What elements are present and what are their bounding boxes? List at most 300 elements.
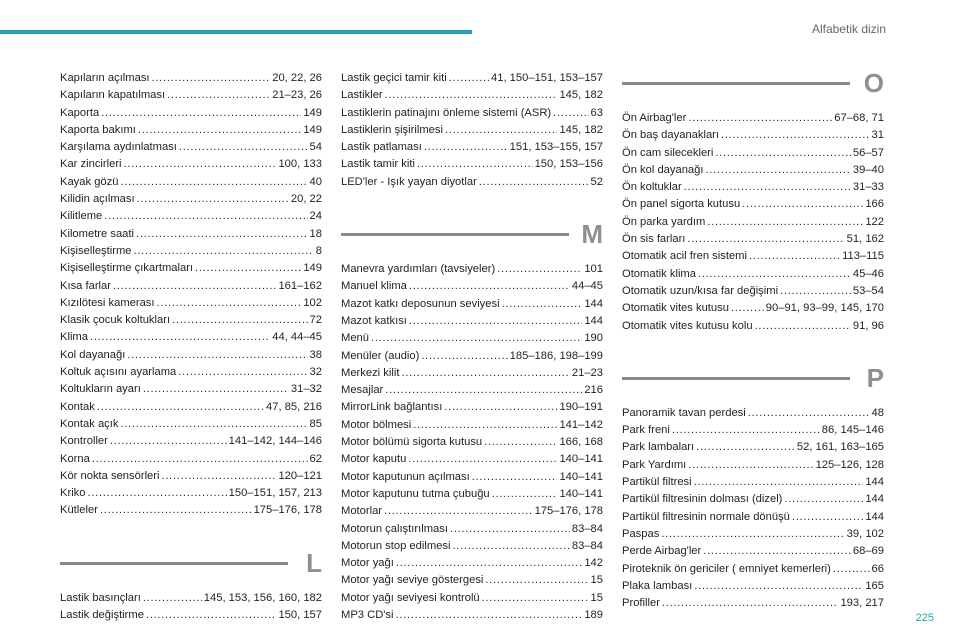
index-entry (622, 405, 884, 422)
index-entry (341, 156, 603, 173)
index-entry-leader (100, 502, 252, 519)
index-entry-pages: 140–141 (559, 470, 603, 483)
index-entry-term: Plaka lambası (622, 579, 693, 592)
index-entry-leader (417, 156, 533, 173)
index-entry-leader (784, 491, 863, 508)
index-entry-leader (450, 521, 570, 538)
header-accent-bar (0, 30, 472, 34)
index-entry-leader (721, 127, 870, 144)
index-entry-term: Kişiselleştirme (60, 244, 132, 257)
index-entry-leader (792, 509, 863, 526)
index-entry-term: Kütleler (60, 504, 98, 517)
index-entry-pages: 149 (303, 106, 322, 119)
index-entry (60, 87, 322, 104)
section-header-l (60, 547, 322, 590)
index-entry (341, 607, 603, 624)
index-entry (622, 474, 884, 491)
index-entry-term: Kızılötesi kamerası (60, 296, 155, 309)
index-entry-pages: 63 (590, 106, 603, 119)
index-entry-pages: 102 (303, 296, 322, 309)
index-entry-term: Kol dayanağı (60, 348, 126, 361)
index-entry-term: Ön parka yardım (622, 215, 706, 228)
index-entry-leader (134, 243, 314, 260)
index-entry-pages: 144 (584, 314, 603, 327)
index-entry-pages: 66 (871, 562, 884, 575)
index-entry (341, 174, 603, 191)
index-entry-pages: 140–141 (559, 453, 603, 466)
index-entry (622, 179, 884, 196)
index-entry-pages: 149 (303, 123, 322, 136)
index-entry-pages: 144 (584, 297, 603, 310)
index-entry-pages: 145, 182 (559, 123, 603, 136)
index-list-p (622, 405, 884, 613)
index-entry (622, 509, 884, 526)
index-entry-term: Kaporta (60, 106, 100, 119)
index-entry-pages: 145, 153, 156, 160, 182 (203, 591, 322, 604)
index-entry-leader (687, 231, 844, 248)
index-entry-pages: 216 (584, 384, 603, 397)
index-entry (341, 572, 603, 589)
index-entry-leader (409, 313, 582, 330)
index-entry-leader (780, 283, 851, 300)
index-entry-leader (162, 468, 277, 485)
index-list-l-cont (341, 70, 603, 191)
index-entry-leader (384, 503, 533, 520)
index-entry-leader (178, 364, 307, 381)
index-entry-pages: 31–32 (290, 383, 322, 396)
index-entry-pages: 151, 153–155, 157 (509, 141, 603, 154)
index-entry-leader (749, 248, 840, 265)
index-entry (622, 127, 884, 144)
index-entry-leader (485, 572, 588, 589)
index-entry-term: Motor yağı seviyesi kontrolü (341, 591, 480, 604)
index-entry-pages: 85 (309, 417, 322, 430)
index-entry (622, 578, 884, 595)
index-entry-term: Mazot katkı deposunun seviyesi (341, 297, 500, 310)
index-entry-term: Kapıların açılması (60, 72, 150, 84)
section-letter: M (581, 219, 603, 250)
index-entry-term: Ön panel sigorta kutusu (622, 198, 741, 211)
index-entry-term: Karşılama aydınlatması (60, 141, 177, 154)
index-entry-leader (424, 139, 508, 156)
index-entry-leader (472, 469, 558, 486)
index-entry-pages: 144 (865, 510, 884, 523)
index-entry-term: Panoramik tavan perdesi (622, 406, 746, 419)
index-entry-term: Motor kaputu (341, 453, 407, 466)
index-entry-leader (661, 526, 844, 543)
index-entry-pages: 52, 161, 163–165 (796, 441, 884, 454)
index-entry-leader (445, 122, 557, 139)
index-entry-term: Piroteknik ön gericiler ( emniyet kemerleri) (622, 562, 831, 575)
index-entry-leader (484, 434, 557, 451)
index-entry-leader (748, 405, 870, 422)
index-entry-term: Motorlar (341, 505, 383, 518)
index-entry-pages: 125–126, 128 (815, 458, 884, 471)
index-entry-term: Ön kol dayanağı (622, 163, 704, 176)
index-entry-pages: 150, 153–156 (534, 158, 603, 171)
index-entry-pages: 8 (315, 244, 322, 257)
index-entry-leader (662, 595, 839, 612)
index-entry-leader (731, 300, 764, 317)
index-entry-leader (92, 451, 308, 468)
index-entry (341, 313, 603, 330)
index-entry-leader (88, 485, 227, 502)
index-entry-pages: 185–186, 198–199 (509, 349, 603, 362)
page-header (0, 0, 960, 40)
index-entry-term: Kontak açık (60, 417, 119, 430)
index-entry-leader (444, 399, 557, 416)
index-entry-term: Otomatik acil fren sistemi (622, 250, 747, 263)
index-entry (622, 110, 884, 127)
index-entry-leader (833, 561, 870, 578)
index-entry-term: Lastik değiştirme (60, 609, 144, 622)
index-entry (60, 122, 322, 139)
index-entry-leader (715, 145, 850, 162)
index-entry (60, 399, 322, 416)
index-entry (60, 191, 322, 208)
index-entry-pages: 150, 157 (278, 609, 322, 622)
index-entry-term: MP3 CD'si (341, 609, 394, 622)
index-entry-leader (688, 457, 813, 474)
index-entry-leader (396, 555, 582, 572)
index-entry (622, 543, 884, 560)
index-entry-term: Motorun çalıştırılması (341, 522, 448, 535)
index-entry (341, 434, 603, 451)
index-entry-pages: 193, 217 (840, 597, 884, 610)
index-entry-leader (408, 451, 557, 468)
index-entry-pages: 175–176, 178 (253, 504, 322, 517)
index-entry-term: Kilidin açılması (60, 193, 135, 206)
index-entry-leader (146, 607, 276, 624)
index-entry-term: Park Yardımı (622, 458, 687, 471)
index-entry-term: Kilitleme (60, 210, 103, 223)
index-entry-pages: 40 (309, 175, 322, 188)
index-entry (341, 555, 603, 572)
index-entry (60, 174, 322, 191)
index-entry-leader (742, 196, 863, 213)
section-rule (622, 82, 850, 85)
index-entry-leader (90, 329, 270, 346)
index-entry-pages: 90–91, 93–99, 145, 170 (765, 302, 884, 315)
page-number: 225 (915, 612, 934, 624)
index-entry-term: Korna (60, 452, 90, 465)
index-entry-leader (136, 226, 308, 243)
index-entry-pages: 31 (871, 129, 884, 142)
index-entry-term: Ön cam silecekleri (622, 146, 714, 159)
index-entry (341, 417, 603, 434)
index-entry-pages: 161–162 (278, 279, 322, 292)
index-entry-leader (707, 214, 863, 231)
index-column-2 (341, 70, 603, 624)
section-rule (622, 377, 850, 380)
index-entry-leader (137, 191, 289, 208)
index-entry-term: Kontak (60, 400, 95, 413)
index-entry (622, 300, 884, 317)
index-entry-pages: 142 (584, 557, 603, 570)
index-entry-leader (138, 122, 301, 139)
index-entry (622, 491, 884, 508)
index-entry-term: Otomatik klima (622, 267, 696, 280)
index-entry (60, 364, 322, 381)
index-entry-pages: 83–84 (571, 539, 603, 552)
index-entry-pages: 91, 96 (852, 319, 884, 332)
index-entry-leader (110, 433, 227, 450)
index-entry-leader (694, 474, 864, 491)
index-entry (60, 485, 322, 502)
index-entry (60, 260, 322, 277)
index-list-o (622, 110, 884, 335)
index-entry-term: Koltukların ayarı (60, 383, 141, 396)
index-entry-term: Motor kaputunun açılması (341, 470, 470, 483)
index-entry-pages: 54 (309, 141, 322, 154)
index-entry-pages: 141–142, 144–146 (228, 435, 322, 448)
index-entry-leader (694, 578, 863, 595)
index-entry-leader (449, 70, 489, 87)
index-entry (60, 329, 322, 346)
index-entry (341, 70, 603, 87)
index-entry-pages: 189 (584, 609, 603, 622)
index-entry-leader (452, 538, 569, 555)
index-entry-term: Mesajlar (341, 384, 384, 397)
index-entry-term: Profiller (622, 597, 660, 610)
index-entry (60, 243, 322, 260)
index-entry (60, 156, 322, 173)
index-entry-term: Koltuk açısını ayarlama (60, 366, 177, 379)
index-entry-term: Park lambaları (622, 441, 695, 454)
index-entry-term: Ön koltuklar (622, 181, 682, 194)
index-entry-term: Kriko (60, 487, 86, 500)
index-entry (622, 231, 884, 248)
index-entry-term: Menüler (audio) (341, 349, 420, 362)
index-entry-term: Lastik tamir kiti (341, 158, 415, 171)
index-entry (622, 196, 884, 213)
index-entry-leader (703, 543, 851, 560)
index-entry-pages: 165 (865, 579, 884, 592)
index-entry (341, 139, 603, 156)
index-entry-pages: 190 (584, 332, 603, 345)
index-entry-term: Kör nokta sensörleri (60, 469, 160, 482)
index-entry-leader (479, 174, 589, 191)
index-entry-term: Kar zincirleri (60, 158, 122, 171)
header-title: Alfabetik dizin (811, 22, 886, 36)
index-entry (60, 433, 322, 450)
index-entry-term: Klima (60, 331, 88, 344)
index-entry (622, 162, 884, 179)
index-entry-leader (684, 179, 851, 196)
index-entry-leader (672, 422, 820, 439)
index-entry-leader (97, 399, 264, 416)
section-header-m (341, 221, 603, 261)
index-entry (60, 105, 322, 122)
index-entry-term: Motor yağı (341, 557, 394, 570)
index-entry-pages: 21–23, 26 (272, 89, 322, 102)
index-entry-pages: 144 (865, 476, 884, 489)
index-entry-term: Lastik patlaması (341, 141, 422, 154)
index-column-3 (622, 70, 884, 612)
index-entry-term: Kaporta bakımı (60, 123, 136, 136)
index-entry (60, 590, 322, 607)
index-entry-leader (127, 347, 307, 364)
index-entry (60, 295, 322, 312)
index-entry-term: Motorun stop edilmesi (341, 539, 451, 552)
index-entry-pages: 44–45 (571, 280, 603, 293)
index-entry-term: Lastiklerin şişirilmesi (341, 123, 443, 136)
section-rule (60, 562, 288, 565)
section-letter: L (306, 547, 322, 578)
index-entry-term: Otomatik uzun/kısa far değişimi (622, 284, 779, 297)
index-entry-term: Perde Airbag'ler (622, 545, 702, 558)
index-entry (341, 87, 603, 104)
index-entry-leader (371, 330, 582, 347)
index-entry-pages: 20, 22 (290, 193, 322, 206)
index-entry (622, 526, 884, 543)
index-entry-pages: 145, 182 (559, 89, 603, 102)
index-entry (622, 266, 884, 283)
index-entry-pages: 38 (309, 348, 322, 361)
index-entry (341, 122, 603, 139)
index-entry-term: Lastik geçici tamir kiti (341, 72, 447, 84)
index-entry-pages: 15 (590, 574, 603, 587)
index-entry (341, 261, 603, 278)
index-entry-pages: 101 (584, 263, 603, 276)
index-entry-leader (385, 87, 558, 104)
index-entry-pages: 18 (309, 227, 322, 240)
index-entry-leader (698, 266, 851, 283)
index-entry-leader (385, 382, 582, 399)
index-entry-term: Lastik basınçları (60, 591, 141, 604)
index-entry-term: Park freni (622, 424, 670, 437)
index-entry (622, 561, 884, 578)
index-entry-pages: 141–142 (559, 418, 603, 431)
index-entry (60, 208, 322, 225)
index-entry-term: Partikül filtresinin dolması (dizel) (622, 493, 783, 506)
index-entry-pages: 120–121 (278, 469, 322, 482)
index-entry-pages: 140–141 (559, 487, 603, 500)
index-entry-leader (755, 318, 851, 335)
section-header-o (622, 70, 884, 110)
index-column-1 (60, 70, 322, 624)
index-entry-pages: 39–40 (852, 163, 884, 176)
index-entry-leader (413, 417, 557, 434)
index-entry (622, 145, 884, 162)
index-entry-term: Kişiselleştirme çıkartmaları (60, 262, 194, 275)
index-entry-term: Otomatik vites kutusu kolu (622, 319, 753, 332)
index-entry (60, 70, 322, 87)
index-entry-pages: 48 (871, 406, 884, 419)
index-entry (341, 105, 603, 122)
index-entry-pages: 100, 133 (278, 158, 322, 171)
index-entry-term: Kilometre saati (60, 227, 134, 240)
index-entry (341, 486, 603, 503)
index-entry-term: Mazot katkısı (341, 314, 407, 327)
index-entry-leader (482, 590, 589, 607)
index-entry-term: Motor yağı seviye göstergesi (341, 574, 484, 587)
index-entry-leader (696, 439, 795, 456)
index-entry (341, 469, 603, 486)
index-entry (60, 416, 322, 433)
index-entry-leader (705, 162, 850, 179)
index-entry-pages: 24 (309, 210, 322, 223)
index-entry-pages: 166 (865, 198, 884, 211)
index-entry (341, 538, 603, 555)
index-entry-term: LED'ler - Işık yayan diyotlar (341, 175, 477, 188)
index-entry (60, 278, 322, 295)
index-entry-leader (157, 295, 302, 312)
index-entry-term: Otomatik vites kutusu (622, 302, 729, 315)
index-entry (60, 226, 322, 243)
index-entry-pages: 31–33 (852, 181, 884, 194)
index-entry-leader (124, 156, 277, 173)
index-entry (60, 381, 322, 398)
index-entry (341, 278, 603, 295)
index-entry (622, 595, 884, 612)
index-entry-leader (492, 486, 558, 503)
index-entry-pages: 47, 85, 216 (266, 400, 322, 413)
index-entry (60, 347, 322, 364)
index-entry-leader (101, 105, 301, 122)
index-entry-leader (502, 296, 583, 313)
index-entry (622, 457, 884, 474)
index-entry (341, 330, 603, 347)
index-entry-leader (497, 261, 582, 278)
index-entry-term: Ön baş dayanakları (622, 129, 720, 142)
index-entry-term: Kontroller (60, 435, 108, 448)
index-entry-leader (104, 208, 307, 225)
index-entry-term: Ön sis farları (622, 233, 686, 246)
index-entry-pages: 113–115 (842, 250, 884, 263)
index-list-m (341, 261, 603, 624)
index-entry-pages: 62 (309, 452, 322, 465)
index-entry-pages: 67–68, 71 (834, 112, 884, 124)
section-letter: P (866, 362, 884, 393)
index-entry-leader (172, 312, 307, 329)
index-entry-pages: 166, 168 (559, 436, 603, 449)
index-entry-leader (120, 174, 307, 191)
index-entry-term: Kapıların kapatılması (60, 89, 166, 102)
index-entry-pages: 72 (309, 314, 322, 327)
index-entry-term: Lastiklerin patinajını önleme sistemi (ASR) (341, 106, 552, 119)
index-entry-leader (113, 278, 276, 295)
index-entry-leader (688, 110, 832, 127)
index-entry-pages: 86, 145–146 (821, 424, 884, 437)
index-entry-pages: 175–176, 178 (534, 505, 603, 518)
index-entry-term: Manevra yardımları (tavsiyeler) (341, 263, 496, 276)
index-entry (622, 318, 884, 335)
index-entry-pages: 20, 22, 26 (272, 72, 322, 84)
section-letter: O (863, 68, 884, 98)
index-entry-pages: 56–57 (852, 146, 884, 159)
index-entry-pages: 41, 150–151, 153–157 (491, 72, 603, 84)
index-entry (622, 439, 884, 456)
index-entry-pages: 39, 102 (846, 527, 884, 540)
index-entry-term: Paspas (622, 527, 660, 540)
index-entry-leader (553, 105, 588, 122)
index-entry (341, 451, 603, 468)
index-entry-term: Motor bölümü sigorta kutusu (341, 436, 483, 449)
index-entry-pages: 53–54 (852, 284, 884, 297)
index-entry-leader (396, 607, 583, 624)
index-entry-term: Partikül filtresinin normale dönüşü (622, 510, 790, 523)
index-entry-term: Kayak gözü (60, 175, 119, 188)
index-entry-pages: 68–69 (852, 545, 884, 558)
index-entry (341, 590, 603, 607)
index-list-l (60, 590, 322, 625)
index-entry (60, 451, 322, 468)
index-entry-term: Manuel klima (341, 280, 407, 293)
index-entry (341, 382, 603, 399)
index-entry-term: Klasik çocuk koltukları (60, 314, 171, 327)
index-entry-pages: 144 (865, 493, 884, 506)
